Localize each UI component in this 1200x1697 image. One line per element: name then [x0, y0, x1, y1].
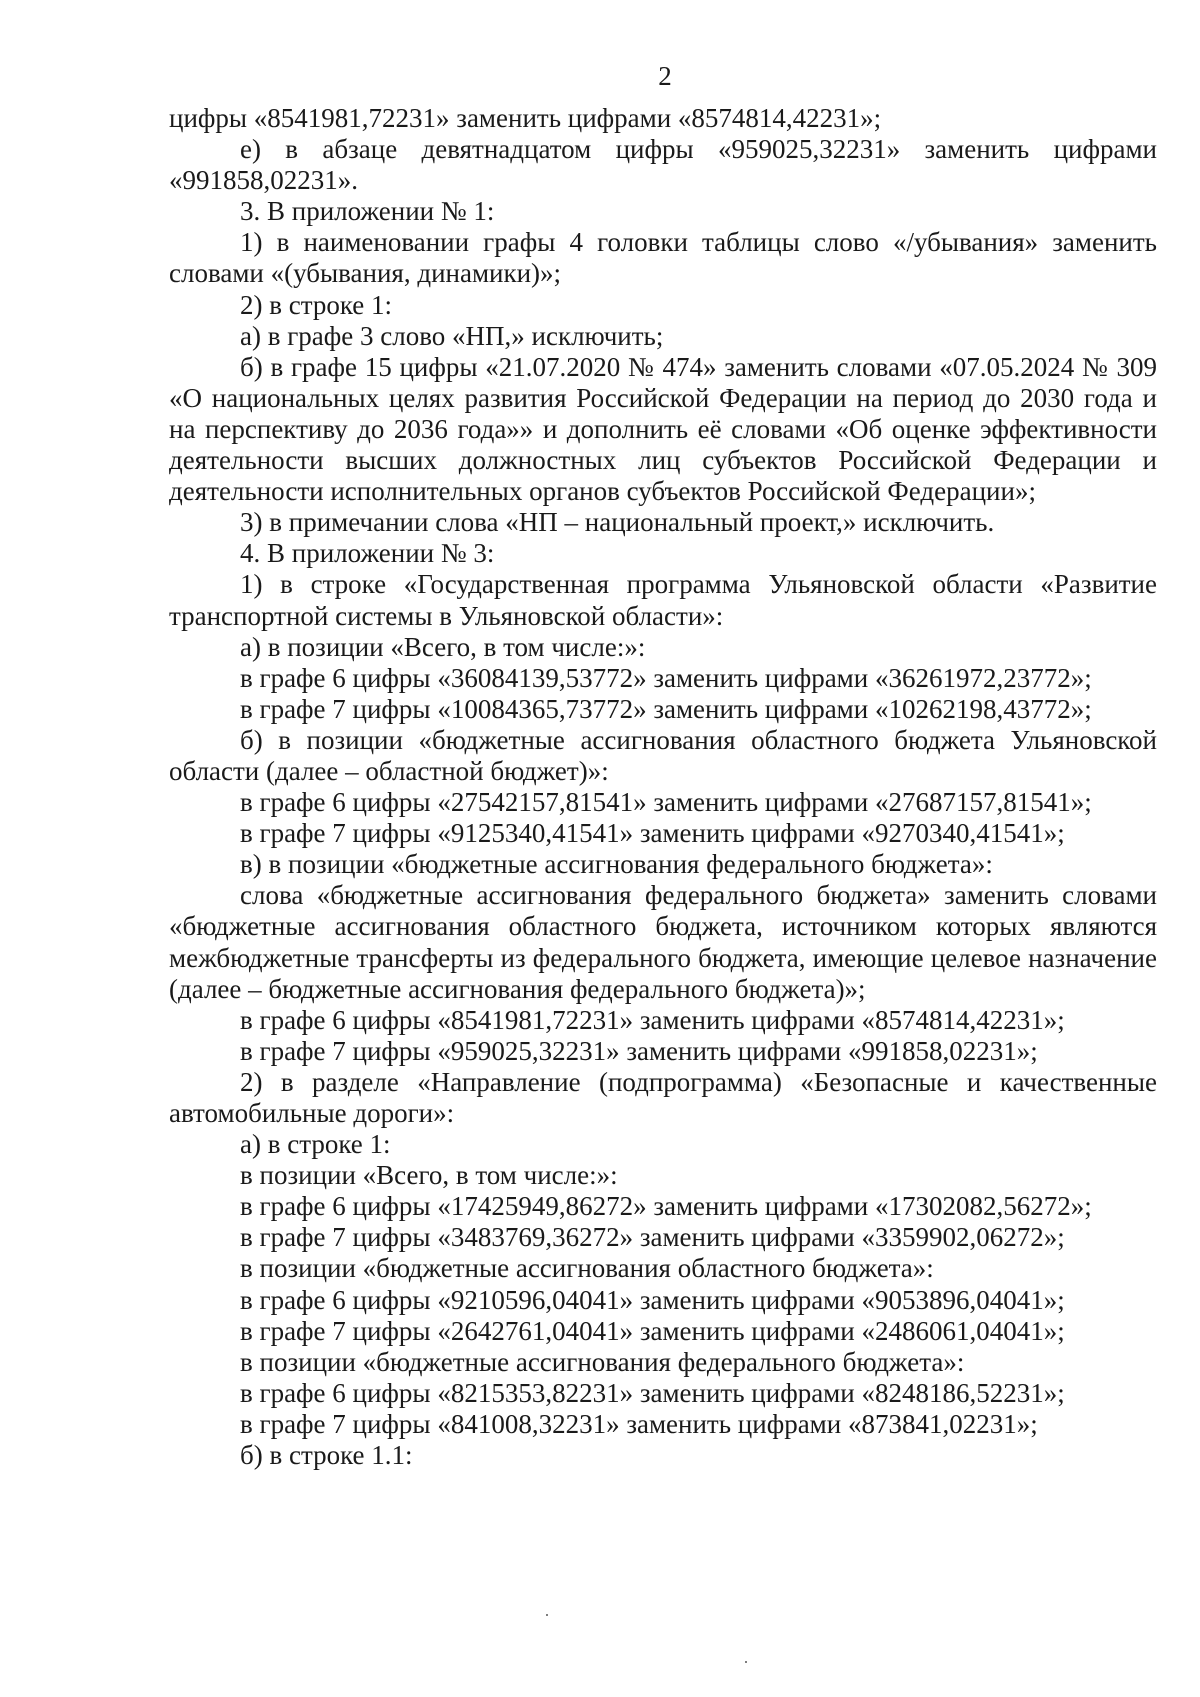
paragraph: а) в строке 1: — [240, 1129, 391, 1160]
paragraph: в графе 6 цифры «9210596,04041» заменить цифрами «9053896,04041»; — [240, 1284, 1065, 1315]
paragraph: в графе 7 цифры «959025,32231» заменить цифрами «991858,02231»; — [240, 1035, 1038, 1066]
scan-speck — [546, 1614, 548, 1616]
paragraph: в графе 6 цифры «8215353,82231» заменить цифрами «8248186,52231»; — [240, 1377, 1065, 1408]
paragraph: 1) в строке «Государственная программа Ульяновской области «Развитие транспортной системы в Ульяновской области»: — [169, 569, 1157, 631]
scan-speck — [745, 1661, 747, 1663]
paragraph: в графе 6 цифры «8541981,72231» заменить цифрами «8574814,42231»; — [240, 1004, 1065, 1035]
paragraph: в графе 7 цифры «841008,32231» заменить цифрами «873841,02231»; — [240, 1408, 1038, 1439]
paragraph: в) в позиции «бюджетные ассигнования федерального бюджета»: — [240, 849, 993, 880]
paragraph: 4. В приложении № 3: — [240, 538, 495, 569]
paragraph: в графе 7 цифры «10084365,73772» заменить цифрами «10262198,43772»; — [240, 693, 1092, 724]
paragraph: в графе 7 цифры «9125340,41541» заменить цифрами «9270340,41541»; — [240, 818, 1065, 849]
paragraph: 3. В приложении № 1: — [240, 196, 495, 227]
paragraph: а) в позиции «Всего, в том числе:»: — [240, 631, 646, 662]
paragraph: 2) в разделе «Направление (подпрограмма) «Безопасные и качественные автомобильные дороги»: — [169, 1066, 1157, 1128]
paragraph: слова «бюджетные ассигнования федерального бюджета» заменить словами «бюджетные ассигнования областного бюджета, источником которых являются межбюджетные трансферты из федерального бюджета, имеющие целевое назначение (далее – бюджетные ассигнования федерального бюджета)»; — [169, 880, 1157, 1004]
document-body — [169, 103, 1157, 1471]
paragraph: в позиции «бюджетные ассигнования областного бюджета»: — [240, 1253, 934, 1284]
paragraph: в графе 6 цифры «17425949,86272» заменить цифрами «17302082,56272»; — [240, 1191, 1092, 1222]
paragraph: в позиции «Всего, в том числе:»: — [240, 1160, 618, 1191]
paragraph: 3) в примечании слова «НП – национальный проект,» исключить. — [240, 507, 995, 538]
paragraph: цифры «8541981,72231» заменить цифрами «8574814,42231»; — [169, 103, 882, 133]
paragraph: б) в позиции «бюджетные ассигнования областного бюджета Ульяновской области (далее – областной бюджет)»: — [169, 724, 1157, 786]
paragraph: 1) в наименовании графы 4 головки таблицы слово «/убывания» заменить словами «(убывания, динамики)»; — [169, 227, 1157, 289]
paragraph: а) в графе 3 слово «НП,» исключить; — [240, 320, 664, 351]
page-number: 2 — [658, 61, 672, 91]
paragraph: б) в строке 1.1: — [240, 1440, 413, 1471]
paragraph: в графе 6 цифры «27542157,81541» заменить цифрами «27687157,81541»; — [240, 787, 1092, 818]
paragraph: б) в графе 15 цифры «21.07.2020 № 474» заменить словами «07.05.2024 № 309 «О национальных целях развития Российской Федерации на период до 2030 года и на перспективу до 2036 года»» и дополнить её словами «Об оценке эффективности деятельности высших должностных лиц субъектов Российской Федерации и деятельности исполнительных органов субъектов Российской Федерации»; — [169, 351, 1157, 507]
paragraph: в графе 7 цифры «2642761,04041» заменить цифрами «2486061,04041»; — [240, 1315, 1065, 1346]
paragraph: в графе 7 цифры «3483769,36272» заменить цифрами «3359902,06272»; — [240, 1222, 1065, 1253]
paragraph: е) в абзаце девятнадцатом цифры «959025,32231» заменить цифрами «991858,02231». — [169, 134, 1157, 196]
paragraph: в позиции «бюджетные ассигнования федерального бюджета»: — [240, 1346, 965, 1377]
paragraph: в графе 6 цифры «36084139,53772» заменить цифрами «36261972,23772»; — [240, 662, 1092, 693]
paragraph: 2) в строке 1: — [240, 289, 393, 320]
